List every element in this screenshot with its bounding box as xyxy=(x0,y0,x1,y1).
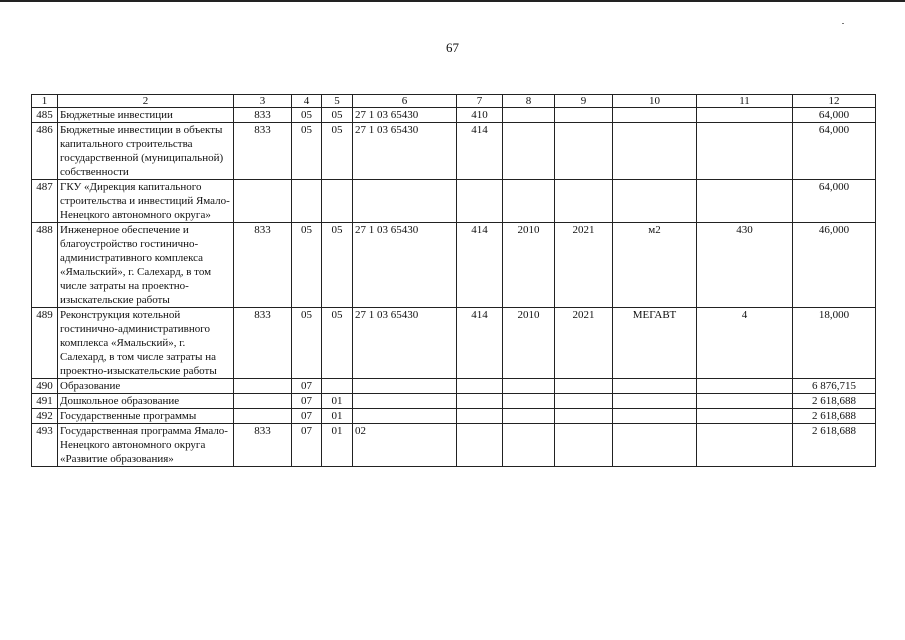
row-number: 492 xyxy=(32,409,58,424)
table-row xyxy=(32,123,876,180)
cell-col5: 01 xyxy=(322,409,353,424)
cell-col10: МЕГАВТ xyxy=(613,308,697,379)
row-name: Инженерное обеспечение и благоустройство гостинично-административного комплекса «Ямальский», г. Салехард, в том числе затраты на проектно-изыскательские работы xyxy=(58,223,234,308)
cell-col5 xyxy=(322,379,353,394)
row-number: 486 xyxy=(32,123,58,180)
cell-col5: 05 xyxy=(322,223,353,308)
cell-col7 xyxy=(457,180,503,223)
cell-col3 xyxy=(234,394,292,409)
cell-col3: 833 xyxy=(234,223,292,308)
cell-col9 xyxy=(555,108,613,123)
cell-col7 xyxy=(457,379,503,394)
cell-col4 xyxy=(292,180,322,223)
cell-col6 xyxy=(353,394,457,409)
cell-col8 xyxy=(503,424,555,467)
cell-amount: 64,000 xyxy=(793,123,876,180)
cell-col4: 07 xyxy=(292,424,322,467)
row-number: 490 xyxy=(32,379,58,394)
cell-col3: 833 xyxy=(234,108,292,123)
cell-col3: 833 xyxy=(234,308,292,379)
row-number: 489 xyxy=(32,308,58,379)
header-cell-3: 3 xyxy=(234,95,292,108)
cell-col10 xyxy=(613,123,697,180)
cell-col10: м2 xyxy=(613,223,697,308)
cell-col11: 430 xyxy=(697,223,793,308)
table-row xyxy=(32,308,876,379)
header-cell-4: 4 xyxy=(292,95,322,108)
cell-amount: 18,000 xyxy=(793,308,876,379)
cell-col11 xyxy=(697,409,793,424)
cell-col7 xyxy=(457,409,503,424)
header-cell-12: 12 xyxy=(793,95,876,108)
table-row xyxy=(32,223,876,308)
cell-col9 xyxy=(555,424,613,467)
scan-speck xyxy=(842,23,844,24)
cell-amount: 2 618,688 xyxy=(793,394,876,409)
cell-col3 xyxy=(234,180,292,223)
header-cell-2: 2 xyxy=(58,95,234,108)
cell-col5 xyxy=(322,180,353,223)
cell-col10 xyxy=(613,379,697,394)
row-number: 487 xyxy=(32,180,58,223)
cell-amount: 2 618,688 xyxy=(793,424,876,467)
cell-col4: 05 xyxy=(292,308,322,379)
page-number: 67 xyxy=(446,40,459,55)
table-row xyxy=(32,424,876,467)
cell-col9: 2021 xyxy=(555,308,613,379)
cell-col7: 414 xyxy=(457,223,503,308)
table-row xyxy=(32,409,876,424)
row-name: Бюджетные инвестиции в объекты капитального строительства государственной (муниципальной) собственности xyxy=(58,123,234,180)
cell-col10 xyxy=(613,394,697,409)
header-cell-11: 11 xyxy=(697,95,793,108)
cell-col11 xyxy=(697,379,793,394)
row-number: 488 xyxy=(32,223,58,308)
cell-col7: 414 xyxy=(457,308,503,379)
cell-col7: 414 xyxy=(457,123,503,180)
row-name: Дошкольное образование xyxy=(58,394,234,409)
cell-col9 xyxy=(555,123,613,180)
cell-col6 xyxy=(353,409,457,424)
cell-col8 xyxy=(503,409,555,424)
table-row xyxy=(32,108,876,123)
table-row xyxy=(32,379,876,394)
cell-col4: 05 xyxy=(292,108,322,123)
cell-col10 xyxy=(613,424,697,467)
cell-col11 xyxy=(697,123,793,180)
table-row xyxy=(32,394,876,409)
cell-col4: 07 xyxy=(292,394,322,409)
cell-col11: 4 xyxy=(697,308,793,379)
row-number: 485 xyxy=(32,108,58,123)
cell-col5: 01 xyxy=(322,394,353,409)
cell-col4: 07 xyxy=(292,409,322,424)
cell-col8 xyxy=(503,123,555,180)
cell-col8 xyxy=(503,394,555,409)
cell-col6: 27 1 03 65430 xyxy=(353,223,457,308)
table-row xyxy=(32,180,876,223)
cell-col11 xyxy=(697,424,793,467)
header-cell-7: 7 xyxy=(457,95,503,108)
cell-col5: 05 xyxy=(322,108,353,123)
cell-col8 xyxy=(503,108,555,123)
cell-col11 xyxy=(697,394,793,409)
cell-col5: 05 xyxy=(322,308,353,379)
cell-col7 xyxy=(457,394,503,409)
header-cell-9: 9 xyxy=(555,95,613,108)
row-name: Образование xyxy=(58,379,234,394)
cell-col9: 2021 xyxy=(555,223,613,308)
row-name: Бюджетные инвестиции xyxy=(58,108,234,123)
cell-col4: 07 xyxy=(292,379,322,394)
cell-col10 xyxy=(613,409,697,424)
cell-col9 xyxy=(555,394,613,409)
cell-col8: 2010 xyxy=(503,223,555,308)
cell-col9 xyxy=(555,409,613,424)
cell-col9 xyxy=(555,180,613,223)
cell-col6: 02 xyxy=(353,424,457,467)
cell-col7: 410 xyxy=(457,108,503,123)
cell-col6: 27 1 03 65430 xyxy=(353,108,457,123)
cell-col5: 01 xyxy=(322,424,353,467)
cell-col3: 833 xyxy=(234,424,292,467)
row-number: 493 xyxy=(32,424,58,467)
row-number: 491 xyxy=(32,394,58,409)
budget-table xyxy=(31,94,876,467)
cell-amount: 64,000 xyxy=(793,180,876,223)
cell-col8: 2010 xyxy=(503,308,555,379)
cell-col7 xyxy=(457,424,503,467)
cell-col11 xyxy=(697,180,793,223)
cell-col11 xyxy=(697,108,793,123)
cell-col6: 27 1 03 65430 xyxy=(353,308,457,379)
cell-col4: 05 xyxy=(292,223,322,308)
cell-col3 xyxy=(234,409,292,424)
top-rule xyxy=(0,0,905,2)
header-cell-8: 8 xyxy=(503,95,555,108)
row-name: Государственные программы xyxy=(58,409,234,424)
row-name: Реконструкция котельной гостинично-административного комплекса «Ямальский», г. Салехард, в том числе затраты на проектно-изыскательские работы xyxy=(58,308,234,379)
row-name: Государственная программа Ямало-Ненецкого автономного округа «Развитие образования» xyxy=(58,424,234,467)
header-row xyxy=(32,95,876,108)
cell-col6 xyxy=(353,379,457,394)
row-name: ГКУ «Дирекция капитального строительства и инвестиций Ямало-Ненецкого автономного округа» xyxy=(58,180,234,223)
header-cell-6: 6 xyxy=(353,95,457,108)
cell-col8 xyxy=(503,180,555,223)
cell-col6 xyxy=(353,180,457,223)
cell-amount: 6 876,715 xyxy=(793,379,876,394)
header-cell-10: 10 xyxy=(613,95,697,108)
cell-col9 xyxy=(555,379,613,394)
cell-col10 xyxy=(613,108,697,123)
cell-col10 xyxy=(613,180,697,223)
header-cell-5: 5 xyxy=(322,95,353,108)
cell-amount: 46,000 xyxy=(793,223,876,308)
cell-col5: 05 xyxy=(322,123,353,180)
header-cell-1: 1 xyxy=(32,95,58,108)
cell-col6: 27 1 03 65430 xyxy=(353,123,457,180)
cell-col3: 833 xyxy=(234,123,292,180)
cell-amount: 2 618,688 xyxy=(793,409,876,424)
cell-col8 xyxy=(503,379,555,394)
cell-col4: 05 xyxy=(292,123,322,180)
cell-amount: 64,000 xyxy=(793,108,876,123)
cell-col3 xyxy=(234,379,292,394)
